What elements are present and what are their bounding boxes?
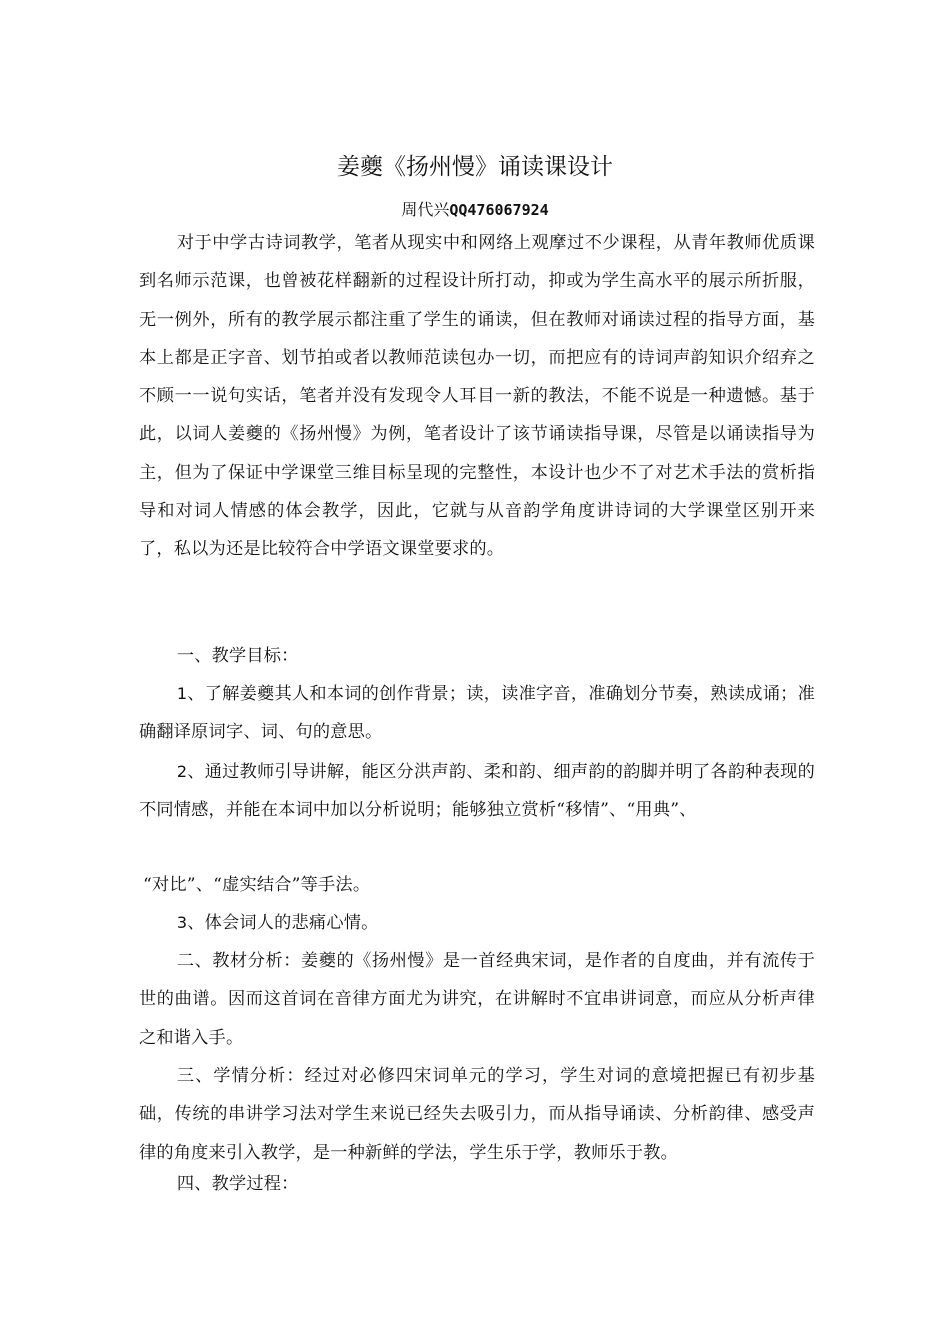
section-1-heading: 一、教学目标： (176, 646, 299, 666)
intro-paragraph: 对于中学古诗词教学，笔者从现实中和网络上观摩过不少课程，从青年教师优质课到名师示范课，也曾被花样翻新的过程设计所打动，抑或为学生高水平的展示所折服，无一例外，所有的教学展示都注重了学生的诵读，但在教师对诵读过程的指导方面，基本上都是正字音、划节拍或者以教师范读包办一切，而把应有的诗词声韵知识介绍弃之不顾一一说句实话，笔者并没有发现令人耳目一新的教法，不能不说是一种遗憾。基于此，以词人姜夔的《扬州慢》为例，笔者设计了该节诵读指导课，尽管是以诵读指导为主，但为了保证中学课堂三维目标呈现的完整性，本设计也少不了对艺术手法的赏析指导和对词人情感的体会教学，因此，它就与从音韵学角度讲诗词的大学课堂区别开来了，私以为还是比较符合中学语文课堂要求的。 (139, 233, 815, 560)
document-title: 姜夔《扬州慢》诵读课设计 (337, 154, 613, 180)
objective-1-number: 1 (176, 684, 188, 703)
objective-1 (139, 675, 815, 752)
objective-3 (139, 904, 815, 942)
author-qq: QQ476067924 (449, 201, 549, 219)
author-line (0, 197, 950, 223)
objective-2 (139, 753, 815, 830)
objective-2-continuation: “对比”、“虚实结合”等手法。 (143, 875, 371, 895)
author-name: 周代兴 (401, 200, 450, 219)
section-4-heading: 四、教学过程： (176, 1174, 299, 1194)
objective-1-text: 、了解姜夔其人和本词的创作背景；读，读准字音，准确划分节奏，熟读成诵；准确翻译原词字、词、句的意思。 (139, 684, 815, 743)
objective-3-number: 3 (176, 913, 188, 932)
section-2-paragraph: 二、教材分析：姜夔的《扬州慢》是一首经典宋词，是作者的自度曲，并有流传于世的曲谱。因而这首词在音律方面尤为讲究，在讲解时不宜串讲词意，而应从分析声律之和谐入手。 (139, 951, 815, 1048)
section-3-paragraph: 三、学情分析：经过对必修四宋词单元的学习，学生对词的意境把握已有初步基础，传统的串讲学习法对学生来说已经失去吸引力，而从指导诵读、分析韵律、感受声律的角度来引入教学，是一种新鲜的学法，学生乐于学，教师乐于教。 (139, 1066, 815, 1163)
objective-2-number: 2 (176, 762, 188, 781)
objective-3-text: 、体会词人的悲痛心情。 (187, 913, 379, 933)
objective-2-text: 、通过教师引导讲解，能区分洪声韵、柔和韵、细声韵的韵脚并明了各韵种表现的不同情感，并能在本词中加以分析说明；能够独立赏析“移情”、“用典”、 (139, 762, 815, 821)
